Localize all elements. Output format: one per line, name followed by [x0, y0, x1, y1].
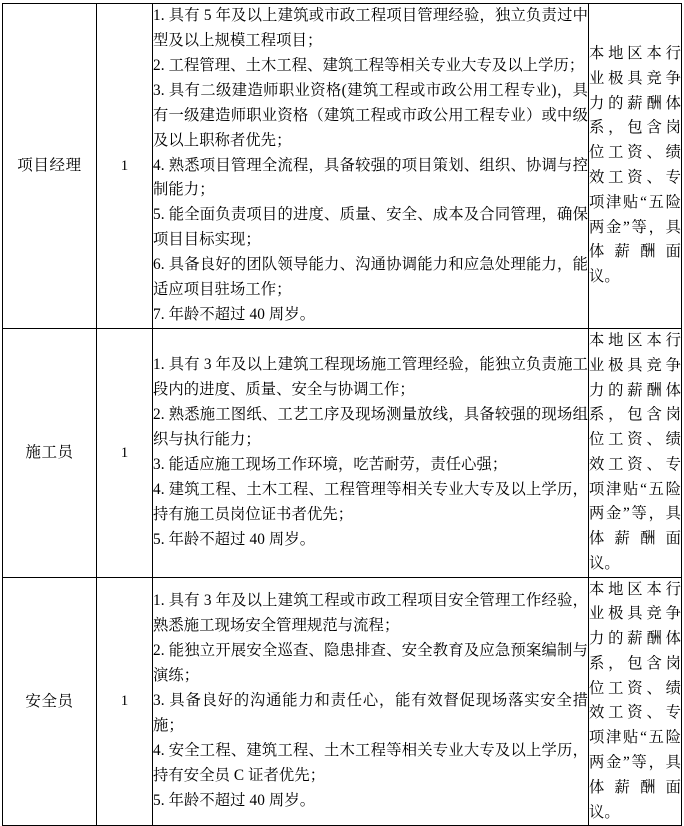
table-row	[3, 328, 682, 577]
requirement-line: 2. 熟悉施工图纸、工艺工序及现场测量放线，具备较强的现场组织与执行能力；	[153, 405, 588, 448]
table-row	[3, 577, 682, 826]
requirement-line: 5. 能全面负责项目的进度、质量、安全、成本及合同管理，确保项目目标实现；	[153, 206, 588, 249]
requirement-line: 2. 能独立开展安全巡查、隐患排查、安全教育及应急预案编制与演练；	[153, 642, 588, 685]
cell-salary: 本地区本行业极具竞争力的薪酬体系，包含岗位工资、绩效工资、专项津贴“五险两金”等，具体薪酬面议。	[589, 328, 682, 577]
table-row	[3, 4, 682, 329]
requirement-line: 6. 具备良好的团队领导能力、沟通协调能力和应急处理能力，能适应项目驻场工作；	[153, 256, 588, 299]
cell-headcount: 1	[97, 577, 153, 826]
cell-requirements	[153, 577, 589, 826]
requirement-line: 2. 工程管理、土木工程、建筑工程等相关专业大专及以上学历；	[153, 56, 585, 74]
cell-position: 项目经理	[3, 4, 97, 329]
requirement-line: 3. 具备良好的沟通能力和责任心，能有效督促现场落实安全措施；	[153, 692, 588, 734]
requirement-line: 3. 具有二级建造师职业资格(建筑工程或市政公用工程专业)，具有一级建造师职业资格（建筑工程或市政公用工程专业）或中级及以上职称者优先；	[153, 81, 588, 149]
requirement-line: 1. 具有 3 年及以上建筑工程现场施工管理经验，能独立负责施工段内的进度、质量、安全与协调工作；	[153, 356, 588, 399]
cell-requirements	[153, 328, 589, 577]
cell-position: 安全员	[3, 577, 97, 826]
requirement-line: 5. 年龄不超过 40 周岁。	[153, 791, 316, 809]
requirement-line: 5. 年龄不超过 40 周岁。	[153, 530, 316, 548]
requirement-line: 1. 具有 5 年及以上建筑或市政工程项目管理经验，独立负责过中型及以上规模工程项目；	[153, 7, 588, 49]
requirement-line: 7. 年龄不超过 40 周岁。	[153, 306, 316, 324]
requirement-line: 3. 能适应施工现场工作环境，吃苦耐劳，责任心强；	[153, 455, 508, 473]
cell-salary: 本地区本行业极具竞争力的薪酬体系，包含岗位工资、绩效工资、专项津贴“五险两金”等，具体薪酬面议。	[589, 4, 682, 329]
cell-headcount: 1	[97, 4, 153, 329]
recruitment-positions-table	[2, 3, 682, 826]
cell-requirements	[153, 4, 589, 329]
cell-salary: 本地区本行业极具竞争力的薪酬体系，包含岗位工资、绩效工资、专项津贴“五险两金”等，具体薪酬面议。	[589, 577, 682, 826]
requirement-line: 4. 建筑工程、土木工程、工程管理等相关专业大专及以上学历，持有施工员岗位证书者优先；	[153, 480, 588, 523]
cell-position: 施工员	[3, 328, 97, 577]
table-body	[3, 4, 682, 826]
requirement-line: 4. 熟悉项目管理全流程，具备较强的项目策划、组织、协调与控制能力；	[153, 156, 588, 199]
requirement-line: 1. 具有 3 年及以上建筑工程或市政工程项目安全管理工作经验，熟悉施工现场安全管理规范与流程；	[153, 592, 588, 635]
cell-headcount: 1	[97, 328, 153, 577]
requirement-line: 4. 安全工程、建筑工程、土木工程等相关专业大专及以上学历，持有安全员 C 证者优先；	[153, 741, 588, 784]
